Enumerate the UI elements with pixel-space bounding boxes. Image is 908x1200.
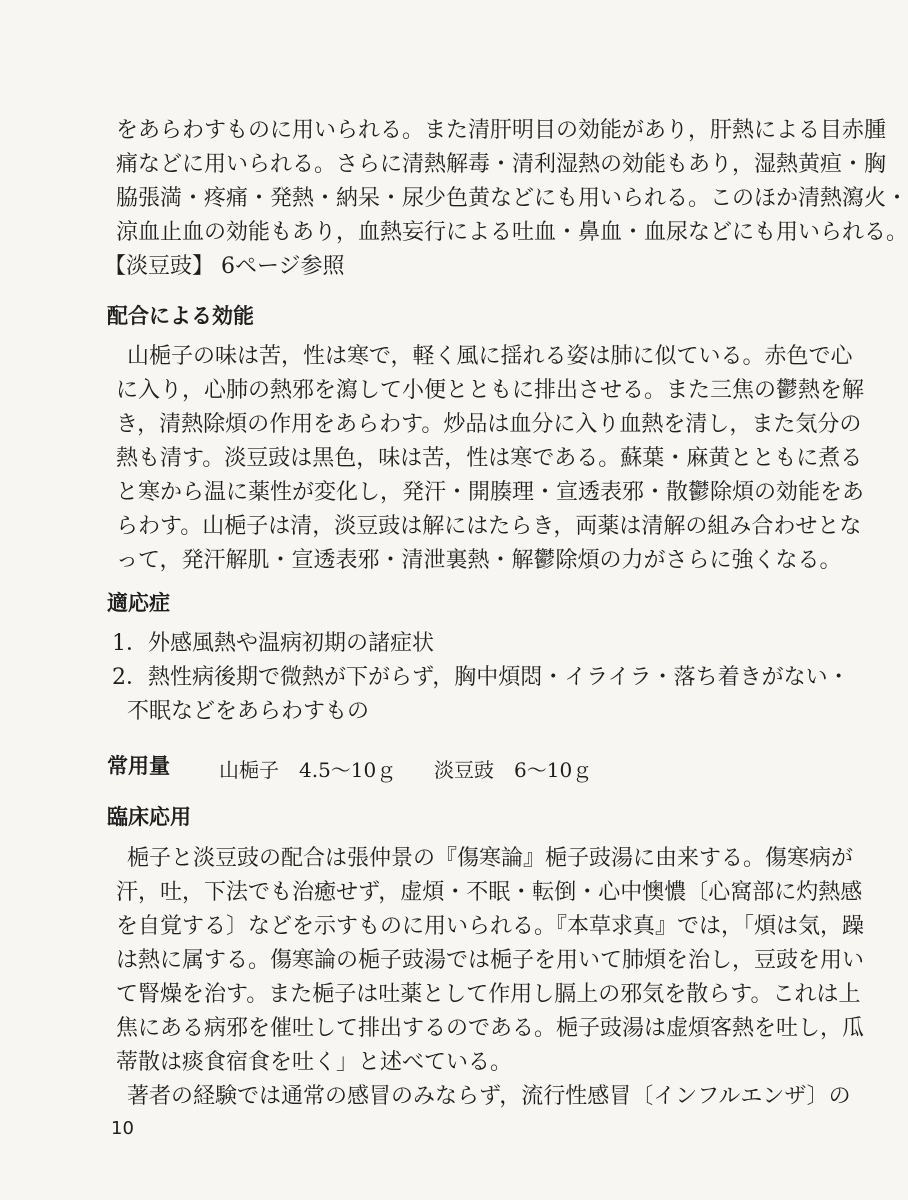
paragraph-line: らわす。山梔子は清，淡豆豉は解にはたらき，両薬は清解の組み合わせとな (116, 514, 862, 539)
paragraph-line: き，清熱除煩の作用をあらわす。炒品は血分に入り血熱を清し，また気分の (116, 412, 862, 437)
intro-line: 涼血止血の効能もあり，血熱妄行による吐血・鼻血・血尿などにも用いられる。 (116, 220, 908, 245)
paragraph-line: と寒から温に薬性が変化し，発汗・開腠理・宣透表邪・散鬱除煩の効能をあ (116, 480, 865, 505)
section-heading-indications: 適応症 (107, 591, 170, 615)
dosage-sanshishi: 山梔子 4.5～10ｇ (219, 758, 397, 782)
indication-item-continuation: 不眠などをあらわすもの (127, 699, 370, 724)
indication-item: 2．熱性病後期で微熱が下がらず，胸中煩悶・イライラ・落ち着きがない・ (112, 665, 850, 690)
section-heading-combination: 配合による効能 (107, 304, 254, 328)
cross-reference: 【淡豆豉】 6ページ参照 (104, 254, 345, 279)
paragraph-line: に入り，心肺の熱邪を瀉して小便とともに排出させる。また三焦の鬱熱を解 (116, 378, 865, 403)
paragraph-line: って，発汗解肌・宣透表邪・清泄裏熱・解鬱除煩の力がさらに強くなる。 (116, 548, 842, 573)
paragraph-line: 熱も清す。淡豆豉は黒色，味は苦，性は寒である。蘇葉・麻黄とともに煮る (116, 446, 863, 471)
intro-line: をあらわすものに用いられる。また清肝明目の効能があり，肝熱による目赤腫 (116, 118, 887, 143)
section-heading-dosage: 常用量 (107, 754, 170, 778)
intro-line: 脇張満・疼痛・発熱・納呆・尿少色黄などにも用いられる。このほか清熱瀉火・ (116, 186, 908, 211)
paragraph-line: 著者の経験では通常の感冒のみならず，流行性感冒〔インフルエンザ〕の (127, 1084, 851, 1109)
dosage-tanzushi: 淡豆豉 6～10ｇ (434, 758, 593, 782)
page-number: 10 (111, 1118, 134, 1139)
indication-item: 1．外感風熱や温病初期の諸症状 (112, 631, 434, 656)
paragraph-line: 焦にある病邪を催吐して排出するのである。梔子豉湯は虚煩客熱を吐し，瓜 (116, 1016, 865, 1041)
paragraph-line: て腎燥を治す。また梔子は吐薬として作用し膈上の邪気を散らす。これは上 (116, 982, 861, 1007)
intro-line: 痛などに用いられる。さらに清熱解毒・清利湿熱の効能もあり，湿熱黄疸・胸 (116, 152, 887, 177)
paragraph-line: 汗，吐，下法でも治癒せず，虚煩・不眠・転倒・心中懊憹〔心窩部に灼熱感 (116, 880, 863, 905)
paragraph-line: 梔子と淡豆豉の配合は張仲景の『傷寒論』梔子豉湯に由来する。傷寒病が (127, 846, 854, 871)
paragraph-line: 蒂散は痰食宿食を吐く」と述べている。 (116, 1050, 513, 1075)
paragraph-line: を自覚する〕などを示すものに用いられる。『本草求真』では，「煩は気，躁 (116, 914, 865, 939)
paragraph-line: は熱に属する。傷寒論の梔子豉湯では梔子を用いて肺煩を治し，豆豉を用い (116, 948, 865, 973)
dosage-row (107, 752, 767, 782)
paragraph-line: 山梔子の味は苦，性は寒で，軽く風に揺れる姿は肺に似ている。赤色で心 (127, 344, 853, 369)
section-heading-clinical: 臨床応用 (107, 805, 191, 829)
